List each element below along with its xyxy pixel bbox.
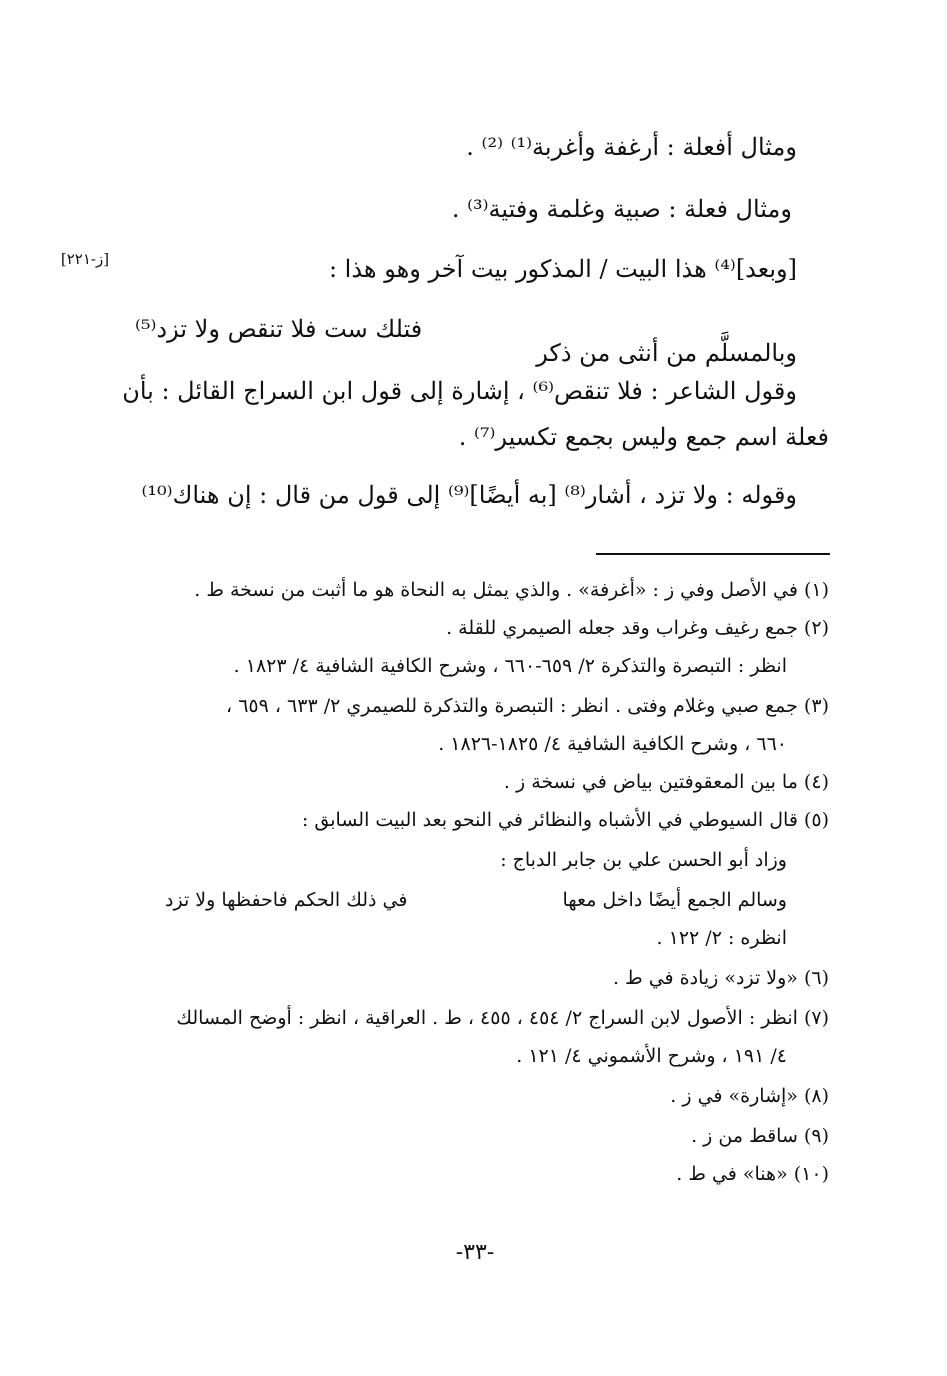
body-line-1: ومثال أفعلة : أرغفة وأغربة⁽¹⁾ ⁽²⁾ . bbox=[466, 133, 797, 161]
body-line-2: ومثال فعلة : صبية وغلمة وفتية⁽³⁾ . bbox=[451, 195, 792, 223]
margin-note: [ز-٢٢١] bbox=[60, 250, 110, 268]
footnote-3: (٣) جمع صبي وغلام وفتى . انظر : التبصرة والتذكرة للصيمري ٢/ ٦٣٣ ، ٦٥٩ ، bbox=[226, 695, 829, 717]
footnote-9: (٩) ساقط من ز . bbox=[691, 1125, 829, 1147]
footnote-2-continued: انظر : التبصرة والتذكرة ٢/ ٦٥٩-٦٦٠ ، وشرح الكافية الشافية ٤/ ١٨٢٣ . bbox=[233, 655, 787, 677]
footnote-5: (٥) قال السيوطي في الأشباه والنظائر في النحو بعد البيت السابق : bbox=[301, 809, 829, 831]
verse-hemistich-2: فتلك ست فلا تنقص ولا تزد⁽⁵⁾ bbox=[135, 315, 423, 343]
footnote-7-continued: ٤/ ١٩١ ، وشرح الأشموني ٤/ ١٢١ . bbox=[516, 1045, 787, 1067]
footnote-5-verse-1: وسالم الجمع أيضًا داخل معها bbox=[562, 889, 787, 911]
body-line-5: وقول الشاعر : فلا تنقص⁽⁶⁾ ، إشارة إلى قول ابن السراج القائل : بأن bbox=[122, 377, 797, 405]
footnote-5-intro: وزاد أبو الحسن علي بن جابر الدباج : bbox=[500, 849, 787, 871]
footnote-7: (٧) انظر : الأصول لابن السراج ٢/ ٤٥٤ ، ٤٥٥ ، ط . العراقية ، انظر : أوضح المسالك bbox=[176, 1007, 829, 1029]
footnote-1: (١) في الأصل وفي ز : «أغرفة» . والذي يمثل به النحاة هو ما أثبت من نسخة ط . bbox=[194, 579, 829, 601]
body-line-7: وقوله : ولا تزد ، أشار⁽⁸⁾ [به أيضًا]⁽⁹⁾ إلى قول من قال : إن هناك⁽¹⁰⁾ bbox=[141, 481, 797, 509]
footnote-4: (٤) ما بين المعقوفتين بياض في نسخة ز . bbox=[503, 771, 829, 793]
body-line-6: فعلة اسم جمع وليس بجمع تكسير⁽⁷⁾ . bbox=[458, 423, 829, 451]
verse-hemistich-1: وبالمسلَّم من أنثى من ذكر bbox=[536, 339, 797, 367]
footnote-3-continued: ٦٦٠ ، وشرح الكافية الشافية ٤/ ١٨٢٥-١٨٢٦ . bbox=[438, 733, 787, 755]
body-line-3: [وبعد]⁽⁴⁾ هذا البيت / المذكور بيت آخر وهو هذا : bbox=[328, 255, 797, 283]
footnote-2: (٢) جمع رغيف وغراب وقد جعله الصيمري للقلة . bbox=[446, 617, 829, 639]
footnote-6: (٦) «ولا تزد» زيادة في ط . bbox=[613, 967, 829, 989]
footnote-8: (٨) «إشارة» في ز . bbox=[670, 1085, 829, 1107]
page-number: -٣٣- bbox=[455, 1240, 495, 1265]
footnote-10: (١٠) «هنا» في ط . bbox=[676, 1163, 829, 1185]
footnote-separator bbox=[596, 553, 830, 555]
footnote-5-reference: انظره : ٢/ ١٢٢ . bbox=[656, 927, 787, 949]
footnote-5-verse-2: في ذلك الحكم فاحفظها ولا تزد bbox=[165, 889, 408, 911]
